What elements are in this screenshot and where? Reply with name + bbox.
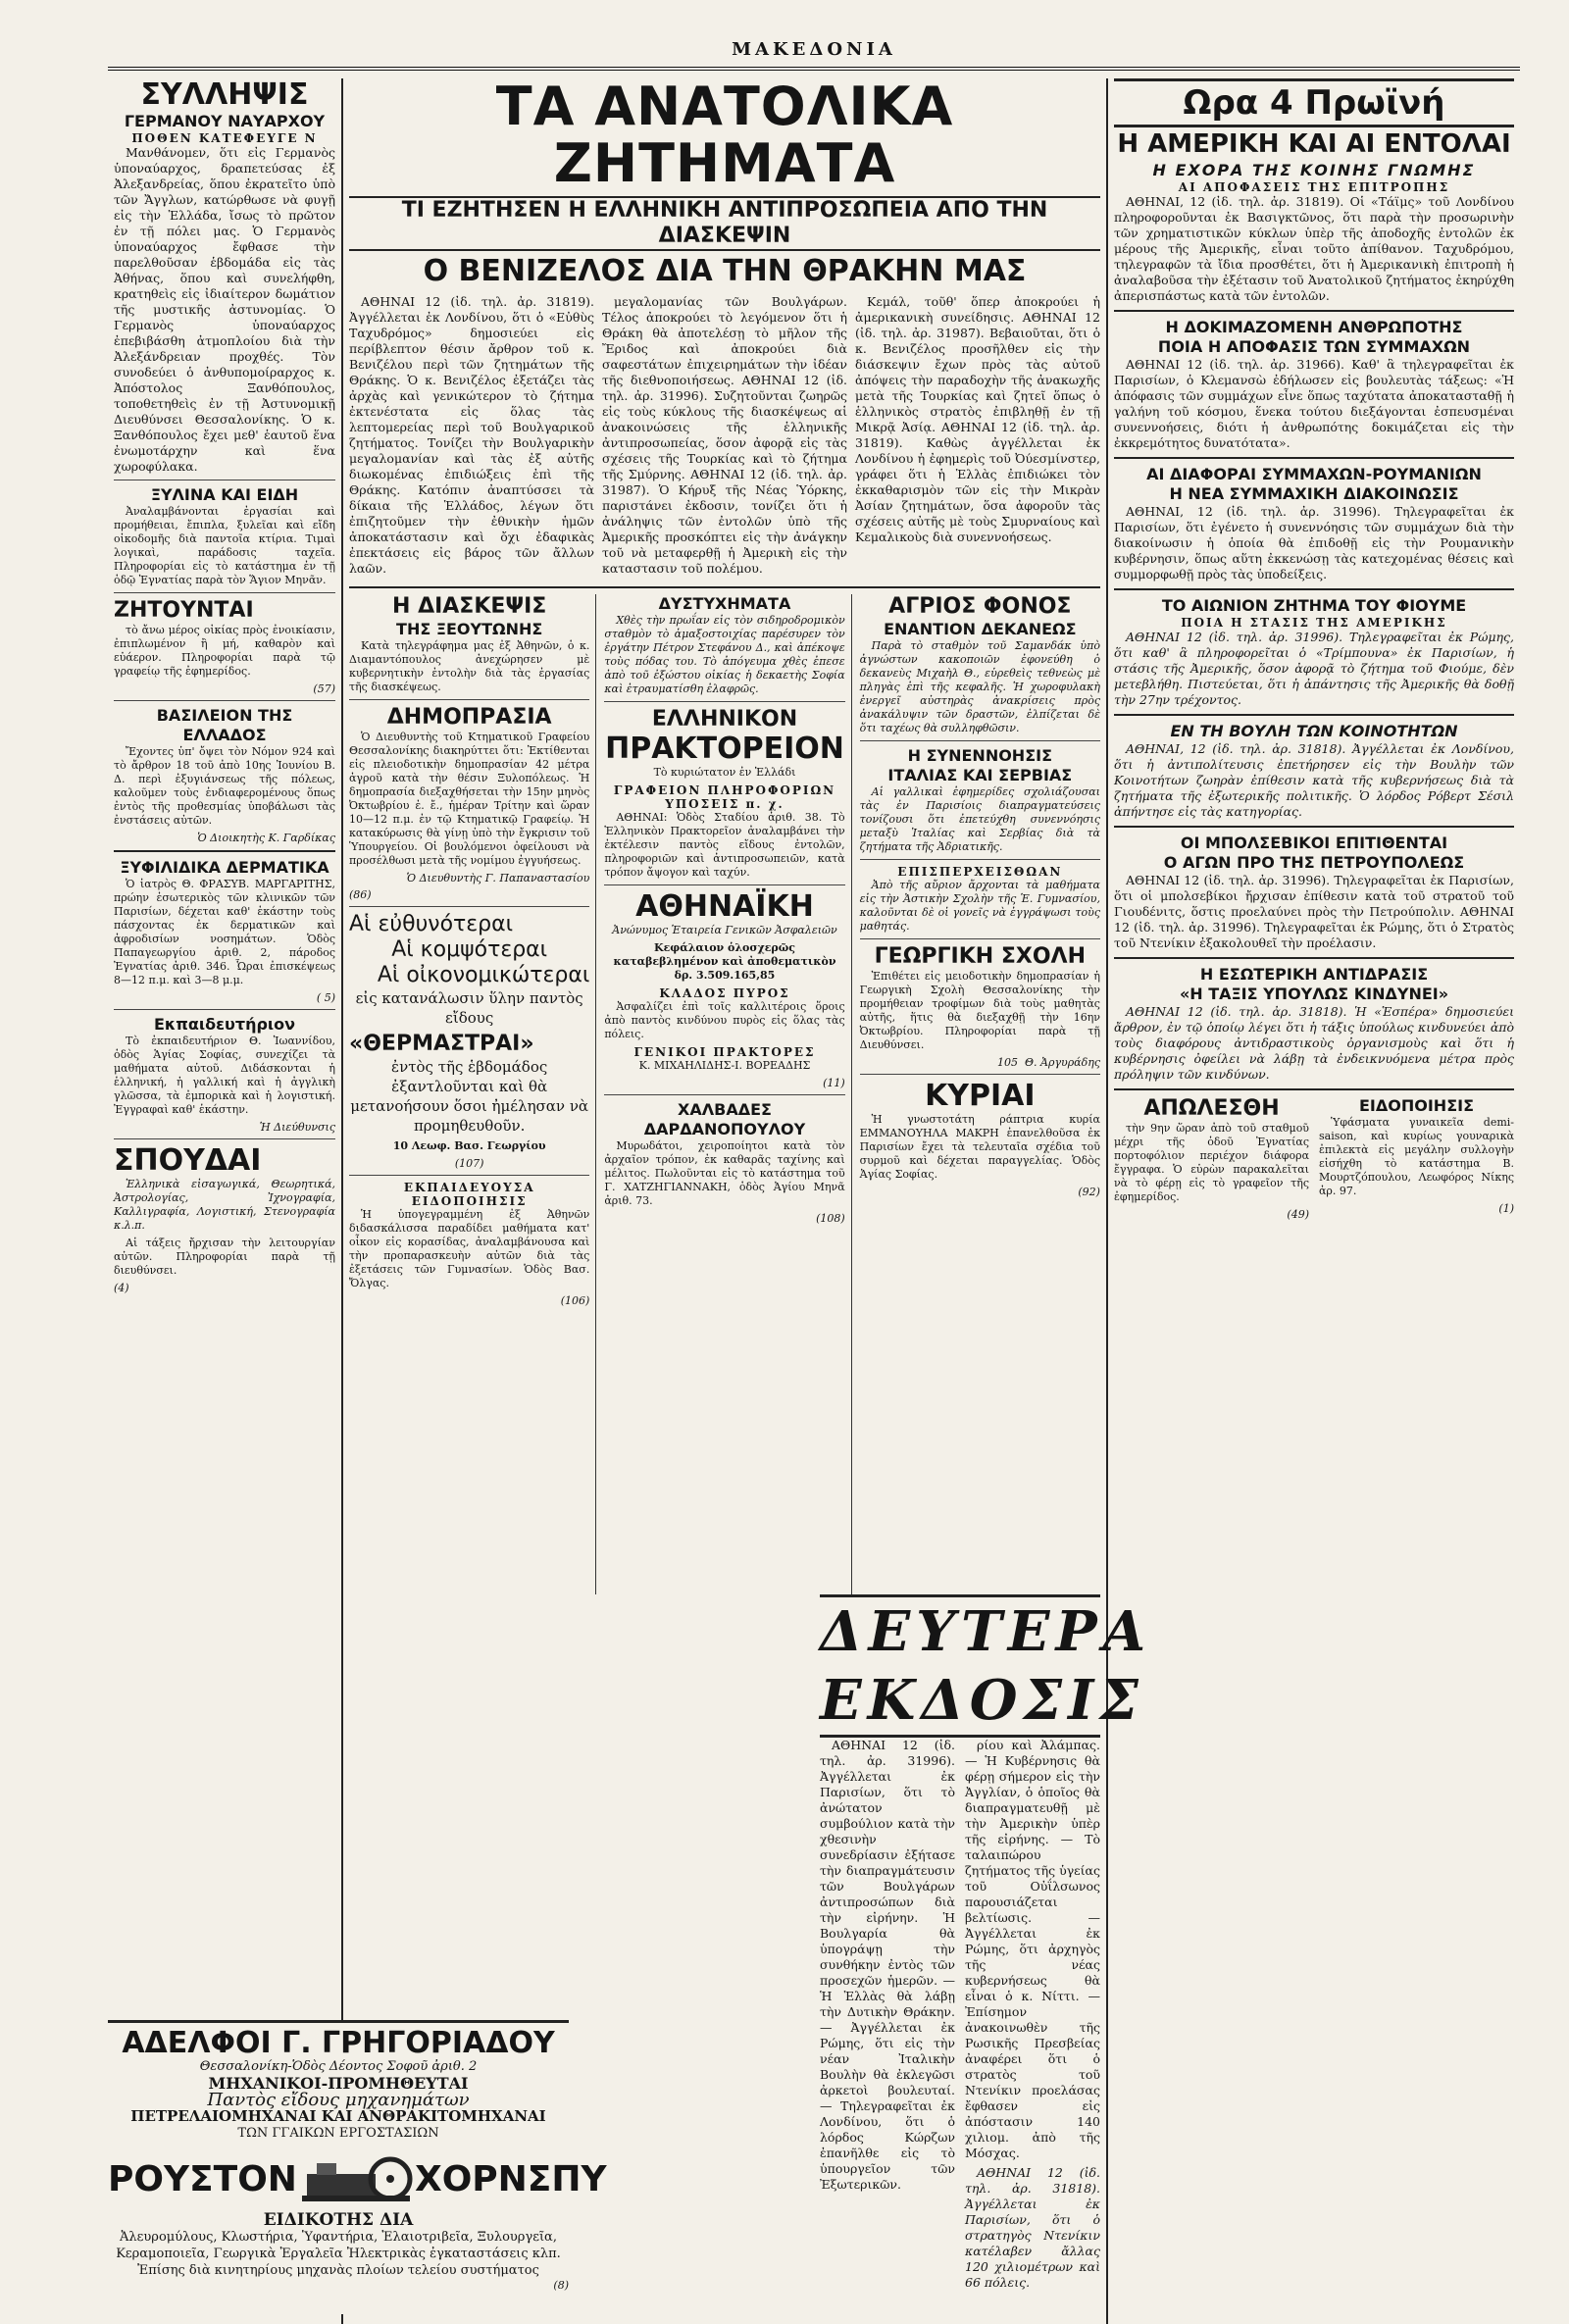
- tutor-ad-number: (106): [560, 1294, 590, 1307]
- machinery-ad: [108, 2020, 607, 2314]
- right-column: [1108, 78, 1520, 2324]
- brand-ruston: ΡΟΥΣΤΟΝ: [108, 2158, 297, 2199]
- wood-ad-title: ΞΥΛΙΝΑ ΚΑΙ ΕΙΔΗ: [150, 485, 299, 504]
- accidents-body: Χθὲς τὴν πρωΐαν εἰς τὸν σιδηροδρομικὸν σταθμὸν τὸ ἁμαξοστοιχίας παρέσυρεν τὸν ἐργάτην Πέτρον Στεφάνου Δ., καὶ ἀπέκοψε τοὺς πόδας του. Τὸ ἀπόγευμα χθὲς ἐπεσε ἀπὸ τοῦ ἐξώστου οἰκίας ἡ δεκαετὴς Σοφία καὶ ἐτραυματίσθη ἐλαφρῶς.: [604, 614, 845, 695]
- america-subtitle: Η ΕΧΟΡΑ ΤΗΣ ΚΟΙΝΗΣ ΓΝΩΜΗΣ: [1152, 161, 1476, 179]
- machinery-ad-uses: Ἀλευρομύλους, Κλωστήρια, Ὑφαντήρια, Ἐλαιοτριβεῖα, Ξυλουργεῖα, Κεραμοποιεῖα, Γεωργικὰ Ἐργαλεῖα Ἠλεκτρικὰς ἐγκαταστάσεις κλπ. Ἐπίσης διὰ κινητηρίους μηχανὰς πλοίων τελείου συστήματος: [116, 2230, 561, 2278]
- bolshevik-subtitle: Ο ΑΓΩΝ ΠΡΟ ΤΗΣ ΠΕΤΡΟΥΠΟΛΕΩΣ: [1163, 853, 1465, 872]
- agri-school-signature: [860, 1056, 1100, 1069]
- ladies-ad-title: ΚΥΡΙΑΙ: [925, 1079, 1036, 1113]
- machinery-ad-brand-row: [108, 2149, 607, 2208]
- lost-ad-title: ΑΠΩΛΕΣΘΗ: [1143, 1096, 1280, 1121]
- middle-lower-grid: [349, 594, 1100, 1594]
- reaction-body: ΑΘΗΝΑΙ 12 (ἰδ. τηλ. ἀρ. 31818). Ἡ «Ἑσπέρα» δημοσιεύει ἄρθρον, ἐν τῷ ὁποίῳ λέγει ὅτι ἡ τάξις ὑπούλως κινδυνεύει ἀπὸ τοὺς διαφόρους ἀντιδραστικοὺς ὀργανισμοὺς καὶ ὅτι ἡ κυβέρνησις ὀφείλει νὰ λάβῃ τὰ ἐνδεικνυόμενα μέτρα πρὸς πρόληψιν τῶν κινδύνων.: [1114, 1004, 1514, 1082]
- machinery-ad-number: (8): [553, 2279, 569, 2292]
- studies-ad-title: ΣΠΟΥΔΑΙ: [114, 1143, 262, 1178]
- second-edition-col-1: ΑΘΗΝΑΙ 12 (ἰδ. τηλ. ἀρ. 31996). Ἀγγέλλεται ἐκ Παρισίων, ὅτι τὸ ἀνώτατον συμβούλιον κατὰ τὴν χθεσινὴν συνεδρίασιν ἐξήτασε τὴν διαπραγμάτευσιν τῶν Βουλγάρων ἀντιπροσώπων διὰ τὴν εἰρήνην. Ἡ Βουλγαρία θὰ ὑπογράψῃ τὴν συνθήκην ἐντὸς τῶν προσεχῶν ἡμερῶν. — Ἡ Ἑλλὰς θὰ λάβῃ τὴν Δυτικὴν Θράκην. — Ἀγγέλλεται ἐκ Ρώμης, ὅτι εἰς τὴν νέαν Ἰταλικὴν Βουλὴν θὰ ἐκλεγῶσι ἀρκετοὶ βουλευταί. — Τηλεγραφεῖται ἐκ Λονδίνου, ὅτι ὁ λόρδος Κώρζων ἐπανῆλθε εἰς τὸ ὑπουργεῖον τῶν Ἐξωτερικῶν.: [820, 1738, 955, 2192]
- machinery-ad-specialty: ΕΙΔΙΚΟΤΗΣ ΔΙΑ: [263, 2210, 414, 2230]
- kingdom-notice-title: ΒΑΣΙΛΕΙΟΝ ΤΗΣ ΕΛΛΑΔΟΣ: [156, 706, 293, 744]
- fiume-title: ΤΟ ΑΙΩΝΙΟΝ ΖΗΤΗΜΑ ΤΟΥ ΦΙΟΥΜΕ: [1161, 596, 1467, 615]
- studies-ad-number: (4): [114, 1282, 129, 1294]
- agency-title: ΕΛΛΗΝΙΚΟΝ: [651, 707, 798, 732]
- stove-ad-product: «ΘΕΡΜΑΣΤΡΑΙ»: [349, 1032, 534, 1056]
- murder-subtitle: ΕΝΑΝΤΙΟΝ ΔΕΚΑΝΕΩΣ: [884, 620, 1077, 638]
- halva-ad-title: ΧΑΛΒΑΔΕΣ ΔΑΡΔΑΝΟΠΟΥΛΟΥ: [643, 1100, 806, 1138]
- school-ad-signature: Ἡ Διεύθυνσις: [259, 1121, 335, 1134]
- lost-ad-number: (49): [1287, 1208, 1309, 1221]
- main-article: [349, 294, 1100, 581]
- machinery-ad-line-4: ΠΕΤΡΕΛΑΙΟΜΗΧΑΝΑΙ ΚΑΙ ΑΝΘΡΑΚΙΤΟΜΗΧΑΝΑΙ: [130, 2107, 546, 2125]
- stove-ad-line-4: εἰς κατανάλωσιν ὕλην παντὸς εἴδους: [355, 989, 583, 1027]
- agency-office-2: ΥΠΟΣΕΙΣ π. χ.: [665, 797, 784, 811]
- conference-subtitle: ΤΗΣ ΞΕΟΥΤΩΝΗΣ: [396, 620, 543, 638]
- romania-body: ΑΘΗΝΑΙ, 12 (ἰδ. τηλ. ἀρ. 31996). Τηλεγραφεῖται ἐκ Παρισίων, ὅτι ἐγένετο ἡ συνεννόησις τῶν συμμάχων διὰ τὴν διακοίνωσιν ἡ ὁποία θὰ ἐπιδοθῇ εἰς τὴν Ρουμανικὴν κυβέρνησιν, ὅπως αὕτη ἐκκενώσῃ τὰς κατεχομένας θέσεις καὶ συμμορφωθῇ πρὸς τὰς ὑποδείξεις.: [1114, 504, 1514, 581]
- bolshevik-body: ΑΘΗΝΑΙ 12 (ἰδ. τηλ. ἀρ. 31996). Τηλεγραφεῖται ἐκ Παρισίων, ὅτι οἱ μπολσεβίκοι ἤρχισαν ἐπίθεσιν κατὰ τοῦ στρατοῦ τοῦ Γιουδένιτς, ὅστις προελαύνει πρὸς τὴν Πετρούπολιν. ΑΘΗΝΑΙ 12 (ἰδ. τηλ. ἀρ. 31996). Τηλεγραφεῖται ἐκ Ρώμης, ὅτι ὁ Στρατὸς τοῦ Ντενίκιν ἐξακολουθεῖ τὴν προέλασιν.: [1114, 873, 1514, 950]
- lost-ad-body: τὴν 9ην ὥραν ἀπὸ τοῦ σταθμοῦ μέχρι τῆς ὁδοῦ Ἐγνατίας πορτοφόλιον περιέχον διάφορα ἔγγραφα. Ὁ εὑρὼν παρακαλεῖται νὰ τὸ φέρῃ εἰς τὸ γραφεῖον τῆς ἐφημερίδος.: [1114, 1122, 1309, 1203]
- insurance-number: (11): [823, 1077, 845, 1089]
- understanding-subtitle: ΙΤΑΛΙΑΣ ΚΑΙ ΣΕΡΒΙΑΣ: [887, 766, 1073, 784]
- america-subtitle-2: ΑΙ ΑΠΟΦΑΣΕΙΣ ΤΗΣ ΕΠΙΤΡΟΠΗΣ: [1178, 180, 1450, 194]
- humanity-body: ΑΘΗΝΑΙ 12 (ἰδ. τηλ. ἀρ. 31966). Καθ' ἃ τηλεγραφεῖται ἐκ Παρισίων, ὁ Κλεμανσὼ ἐδήλωσεν εἰς βουλευτὰς τάξεως: «Ἡ ἀπόφασις τῶν συμμάχων εἶνε ὅπως ταχύτατα ἀποκατασταθῇ ἡ γαλήνη τοῦ κόσμου, ἕνεκα τούτου διεξάγονται ἐσπευσμέναι συνεννοήσεις, διότι ἡ ἀνθρωπότης δοκιμάζεται εἰς τὴν ἐκκρεμότητος δυνατότατα».: [1114, 357, 1514, 450]
- kingdom-notice-body: Ἔχοντες ὑπ' ὄψει τὸν Νόμον 924 καὶ τὸ ἄρθρον 18 τοῦ ἀπὸ 10ης Ἰουνίου Β. Δ. περὶ ἐξυγιάνσεως τῆς πόλεως, καλοῦμεν τοὺς ἐνδιαφερομένους ὅπως ἐντὸς τῆς προθεσμίας ὑποβάλωσι τὰς ἐνστάσεις αὐτῶν.: [114, 745, 335, 827]
- morning-hour-banner: Ωρα 4 Πρωϊνή: [1114, 78, 1514, 127]
- middle-column: [343, 76, 1152, 2324]
- fiume-subtitle: ΠΟΙΑ Η ΣΤΑΣΙΣ ΤΗΣ ΑΜΕΡΙΚΗΣ: [1181, 616, 1447, 630]
- commons-body: ΑΘΗΝΑΙ, 12 (ἰδ. τηλ. ἀρ. 31818). Ἀγγέλλεται ἐκ Λονδίνου, ὅτι ἡ ἀντιπολίτευσις ἐπετήρησεν εἰς τὴν Βουλὴν τῶν Κοινοτήτων ζωηρὰν ἐπίθεσιν κατὰ τῆς κυβερνήσεως διὰ τὰ ζητήματα τῆς ἐξωτερικῆς πολιτικῆς. Ὁ λόρδος Ρόβερτ Σέσιλ ἀπήντησε εἰς τὰς κατηγορίας.: [1114, 741, 1514, 819]
- insurance-subtitle: Ἀνώνυμος Ἑταιρεία Γενικῶν Ἀσφαλειῶν: [612, 924, 837, 936]
- humanity-subtitle: ΠΟΙΑ Η ΑΠΟΦΑΣΙΣ ΤΩΝ ΣΥΜΜΑΧΩΝ: [1157, 337, 1471, 356]
- second-edition-col-2: ρίου καὶ Ἀλάμπας. — Ἡ Κυβέρνησις θὰ φέρῃ σήμερον εἰς τὴν Ἀγγλίαν, ὁ ὁποῖος θὰ διαπραγματευθῇ μὲ τὴν Ἀμερικὴν ὑπὲρ τῆς εἰρήνης. — Τὸ ταλαιπώρου ζητήματος τῆς ὑγείας τοῦ Οὐΐλσωνος παρουσιάζεται βελτίωσις. — Ἀγγέλλεται ἐκ Ρώμης, ὅτι ἀρχηγὸς τῆς νέας κυβερνήσεως θὰ εἶναι ὁ κ. Νίττι. — Ἐπίσημον ἀνακοινωθὲν τῆς Ρωσικῆς Πρεσβείας ἀναφέρει ὅτι ὁ στρατὸς τοῦ Ντενίκιν προελάσας ἔφθασεν εἰς ἀπόστασιν 140 χιλιομ. ἀπὸ τῆς Μόσχας.: [965, 1738, 1100, 2160]
- fabric-ad-body: Ὑφάσματα γυναικεῖα demi-saison, καὶ κυρίως γουναρικὰ ἐπιλεκτὰ εἰς μεγάλην συλλογὴν εἰσήχθη τὸ κατάστημα Β. Μουρτζόπουλου, Λεωφόρος Νίκης ἀρ. 97.: [1319, 1116, 1514, 1197]
- conference-body: Κατὰ τηλεγράφημα μας ἐξ Ἀθηνῶν, ὁ κ. Διαμαντόπουλος ἀνεχώρησεν μὲ κυβερνητικὴν ἐντολὴν διὰ τὰς ἐργασίας τῆς διασκέψεως.: [349, 639, 590, 693]
- wanted-ad-title: ΖΗΤΟΥΝΤΑΙ: [114, 598, 254, 623]
- machinery-ad-line-5: ΤΩΝ ΓΓΑΙΚΩΝ ΕΡΓΟΣΤΑΣΙΩΝ: [237, 2126, 439, 2141]
- wood-ad-body: Ἀναλαμβάνονται ἐργασίαι καὶ προμήθειαι, ἔπιπλα, ξυλεῖαι καὶ εἴδη οἰκοδομῆς διὰ παντοῖα κτίρια. Τιμαὶ λογικαὶ, παράδοσις ταχεῖα. Πληροφορίαι εἰς τὸ κατάστημα ἐν τῇ ὁδῷ Ἐγνατίας παρὰ τὸν Ἅγιον Μηνᾶν.: [114, 505, 335, 586]
- engine-illustration-icon: [297, 2149, 415, 2208]
- kingdom-notice-signature: Ὁ Διοικητὴς Κ. Γαρδίκας: [197, 832, 335, 844]
- murder-title: ΑΓΡΙΟΣ ΦΟΝΟΣ: [888, 594, 1072, 619]
- left-column: [108, 78, 343, 2324]
- agri-school-title: ΓΕΩΡΓΙΚΗ ΣΧΟΛΗ: [874, 944, 1086, 969]
- agri-school-signer: Θ. Ἀργυράδης: [1025, 1056, 1100, 1069]
- fabric-ad-number: (1): [1498, 1202, 1514, 1215]
- halva-ad-number: (108): [816, 1212, 845, 1225]
- small-ads-row: [1114, 1096, 1514, 1225]
- wanted-ad-body: τὸ ἄνω μέρος οἰκίας πρὸς ἐνοικίασιν, ἐπιπλωμένον ἢ μή, καθαρὸν καὶ εὐάερον. Πληροφορίαι παρὰ τῷ γραφείῳ τῆς ἐφημερίδος.: [114, 624, 335, 678]
- insurance-agents-names: Κ. ΜΙΧΑΗΛΙΔΗΣ-Ι. ΒΟΡΕΑΔΗΣ: [638, 1059, 811, 1072]
- understanding-title: Η ΣΥΝΕΝΝΟΗΣΙΣ: [907, 746, 1053, 765]
- agency-office: ΓΡΑΦΕΙΟΝ ΠΛΗΡΟΦΟΡΙΩΝ: [613, 783, 836, 797]
- murder-body: Παρὰ τὸ σταθμὸν τοῦ Σαμανδάκ ὑπὸ ἀγνώστων κακοποιῶν ἐφονεύθη ὁ δεκανεὺς Μιχαὴλ Θ., εὑρεθεὶς τεθνεὼς μὲ πληγὰς ἐπὶ τῆς κεφαλῆς. Ἡ χωροφυλακὴ ἐνεργεῖ αὐστηρὰς ἀνακρίσεις πρὸς ἀνακάλυψιν τῶν δραστῶν, ἐλπίζεται δὲ ὅτι ταχέως θὰ συλληφθῶσιν.: [859, 639, 1100, 734]
- machinery-ad-line-3: Παντὸς εἴδους μηχανημάτων: [207, 2090, 470, 2110]
- fiume-body: ΑΘΗΝΑΙ 12 (ἰδ. τηλ. ἀρ. 31996). Τηλεγραφεῖται ἐκ Ρώμης, ὅτι καθ' ἃ πληροφορεῖται ὁ «Τρίμπουνα» ἐκ Παρισίων, ἡ στάσις τῆς Ἀμερικῆς, ὅσον ἀφορᾷ τὸ ζήτημα τοῦ Φιούμε, δὲν μετεβλήθη. Πιστεύεται, ὅτι ἡ ἀπάντησις τῆς Ἀμερικῆς θὰ δοθῇ τὴν 27ην τρέχοντος.: [1114, 630, 1514, 707]
- machinery-ad-line-2: ΜΗΧΑΝΙΚΟΙ-ΠΡΟΜΗΘΕΥΤΑΙ: [208, 2074, 469, 2093]
- machinery-ad-title: ΑΔΕΛΦΟΙ Γ. ΓΡΗΓΟΡΙΑΔΟΥ: [122, 2026, 555, 2060]
- agri-school-body: Ἐπιθέτει εἰς μειοδοτικὴν δημοπρασίαν ἡ Γεωργικὴ Σχολὴ Θεσσαλονίκης τὴν προμήθειαν τροφίμων διὰ τοὺς μαθητὰς αὐτῆς, ἥτις θὰ διεξαχθῇ τὴν 16ην Ὀκτωβρίου. Πληροφορίαι παρὰ τῇ Διευθύνσει.: [859, 970, 1100, 1051]
- stove-ad-line-6: ἐντὸς τῆς ἑβδομάδος ἐξαντλοῦνται καὶ θὰ μετανοήσουν ὅσοι ἠμέλησαν νὰ προμηθευθοῦν.: [350, 1058, 589, 1135]
- insurance-capital: Κεφάλαιον ὁλοσχερῶς καταβεβλημένον καὶ ἀποθεματικὸν δρ. 3.509.165,85: [613, 941, 836, 982]
- main-article-col-1: ΑΘΗΝΑΙ 12 (ἰδ. τηλ. ἀρ. 31819). Ἀγγέλλεται ἐκ Λονδίνου, ὅτι ὁ «Εὐθὺς Ταχυδρόμος» δημοσιεύει εἰς περίβλεπτον θέσιν ἄρθρον τοῦ κ. Βενιζέλου περὶ τῶν ζητημάτων τῆς Θράκης. Ὁ κ. Βενιζέλος ἐξετάζει τὰς ἀρχὰς καὶ γενικώτερον τὸ ζήτημα ἐκτενέστατα εἰς ὅλας τὰς λεπτομερείας περὶ τοῦ Βουλγαρικοῦ ζητήματος. Τονίζει τὴν Βουλγαρικὴν μεγαλομανίαν καὶ τὰς ἐξ αὐτῆς διωκομένας ἐπιδιώξεις ἐπὶ τῆς Θράκης. Κατόπιν ἀναπτύσσει τὰ δίκαια τῆς Ἑλλάδος, λέγων ὅτι ἐπιζητοῦμεν τὴν ἐθνικὴν ἡμῶν ἀποκατάστασιν καὶ ὄχι ἐδαφικὰς ἐπεκτάσεις εἰς βάρος τῶν ἄλλων λαῶν.: [349, 294, 594, 576]
- reaction-subtitle: «Η ΤΑΞΙΣ ΥΠΟΥΛΩΣ ΚΙΝΔΥΝΕΙ»: [1179, 985, 1449, 1003]
- masthead: ΜΑΚΕΔΟΝΙΑ: [108, 39, 1520, 71]
- halva-ad-body: Μυρωδάτοι, χειροποίητοι κατὰ τὸν ἀρχαῖον τρόπον, ἐκ καθαρᾶς ταχίνης καὶ μέλιτος. Πωλοῦνται εἰς τὸ κατάστημα τοῦ Γ. ΧΑΤΖΗΓΙΑΝΝΑΚΗ, ὁδὸς Ἀγίου Μηνᾶ ἀριθ. 73.: [604, 1139, 845, 1207]
- second-edition-body: [820, 1738, 1100, 2295]
- main-article-col-2: μεγαλομανίας τῶν Βουλγάρων. Τέλος ἀποκρούει τὸ λεγόμενον ὅτι ἡ Θράκη θὰ ἀποτελέσῃ τὸ μῆλον τῆς Ἔριδος καὶ ἀποκρούει διὰ σαφεστάτων ἐπιχειρημάτων τὴν ἰδέαν τῆς διεθνοποιήσεως. ΑΘΗΝΑΙ 12 (ἰδ. τηλ. ἀρ. 31996). Συζητοῦνται ζωηρῶς εἰς τοὺς κύκλους τῆς διασκέψεως αἱ ἀνακοινώσεις τῆς ἑλληνικῆς ἀντιπροσωπείας, ὅσον ἀφορᾷ εἰς τὰς σχέσεις τῆς Τουρκίας καὶ τὸ ζήτημα τῆς Σμύρνης. ΑΘΗΝΑΙ 12 (ἰδ. τηλ. ἀρ. 31987). Ὁ Κήρυξ τῆς Νέας Ὑόρκης, παριστάνει ἐκδοσιν, τονίζει ὅτι ἡ ἀνάληψις τῶν ἐντολῶν ὑπὸ τῆς Ἀμερικῆς προσκόπτει εἰς τὴν ἀνάγκην τοῦ νὰ μεταφερθῇ ἡ Ἀμερικὴ εἰς τὴν καταστασιν τοῦ πολέμου.: [602, 294, 847, 576]
- main-article-col-3: Κεμάλ, τοῦθ' ὅπερ ἀποκρούει ἡ ἀμερικανικὴ συνείδησις. ΑΘΗΝΑΙ 12 (ἰδ. τηλ. ἀρ. 31987). Βεβαιοῦται, ὅτι ὁ κ. Βενιζέλος προσῆλθεν εἰς τὴν διάσκεψιν ἔχων πρὸς τὰς αὐτοῦ ἀπόψεις τὴν παραδοχὴν τῆς ἀνακωχῆς μετὰ τῆς Τουρκίας καὶ ζητεῖ ὅπως ὁ ἑλληνικὸς στρατὸς ἐπιβληθῇ ἐν τῇ Μικρᾷ Ἀσίᾳ. ΑΘΗΝΑΙ 12 (ἰδ. τηλ. ἀρ. 31819). Καθὼς ἀγγέλλεται ἐκ Λονδίνου ἡ ἐφημερὶς τοῦ Ὀύεσμίνστερ, γράφει ὅτι ἡ Ἑλλὰς ἐπιδιώκει τὸν ἐκκαθαρισμὸν τῶν εἰς τὴν Μικρὰν Ἀσίαν ζητημάτων, ὅσα ἀφοροῦν τὰς σχέσεις αὐτῆς μὲ τοὺς Σμυρναίους καὶ Κεμαλικοὺς διὰ συνεννοήσεως.: [855, 294, 1100, 544]
- agency-tagline: Τὸ κυριώτατον ἐν Ἑλλάδι: [653, 766, 796, 779]
- romania-title: ΑΙ ΔΙΑΦΟΡΑΙ ΣΥΜΜΑΧΩΝ-ΡΟΥΜΑΝΙΩΝ: [1146, 465, 1482, 483]
- stove-ad-number: (107): [454, 1157, 484, 1170]
- studies-ad-list: Ἑλληνικὰ εἰσαγωγικά, Θεωρητικά, Ἀστρολογίας, Ἰχνογραφία, Καλλιγραφία, Λογιστική, Στενογραφία κ.λ.π.: [114, 1178, 335, 1232]
- auction-number: (86): [349, 888, 372, 901]
- stove-ad-line-1: Αἱ εὐθυνότεραι: [349, 912, 514, 936]
- doctor-ad-number: ( 5): [316, 991, 335, 1004]
- agency-body: ΑΘΗΝΑΙ: Ὁδὸς Σταδίου ἀριθ. 38. Τὸ Ἑλληνικὸν Πρακτορεῖον ἀναλαμβάνει τὴν ἐκτέλεσιν παντὸς εἴδους ἐντολῶν, πληροφοριῶν καὶ ἀντιπροσωπειῶν, κατὰ τρόπον ἄψογον καὶ ταχύν.: [604, 811, 845, 879]
- machinery-ad-address: Θεσσαλονίκη-Ὁδὸς Δέοντος Σοφοῦ ἀριθ. 2: [199, 2059, 478, 2074]
- arrest-headline: ΣΥΛΛΗΨΙΣ: [140, 77, 309, 112]
- auction-title: ΔΗΜΟΠΡΑΣΙΑ: [386, 705, 552, 730]
- second-edition-col-2b: ΑΘΗΝΑΙ 12 (ἰδ. τηλ. ἀρ. 31818). Ἀγγέλλεται ἐκ Παρισίων, ὅτι ὁ στρατηγὸς Ντενίκιν κατέλαβεν ἄλλας 120 χιλιομέτρων καὶ 66 πόλεις.: [965, 2165, 1100, 2290]
- stove-ad-line-2: Αἱ κομψότεραι: [391, 937, 548, 962]
- second-edition: [820, 1594, 1152, 2295]
- ladies-ad-body: Ἡ γνωστοτάτη ράπτρια κυρία ΕΜΜΑΝΟΥΗΛΑ ΜΑΚΡΗ ἐπανελθοῦσα ἐκ Παρισίων ἔχει τὰ τελευταῖα σχέδια τοῦ συρμοῦ καὶ δέχεται παραγγελίας. Ὁδὸς Ἀγίας Σοφίας.: [859, 1113, 1100, 1181]
- insurance-title: ΑΘΗΝΑΪΚΗ: [635, 889, 814, 924]
- tutor-ad-body: Ἡ ὑπογεγραμμένη ἐξ Ἀθηνῶν διδασκάλισσα παραδίδει μαθήματα κατ' οἶκον εἰς κορασίδας, ἀναλαμβάνουσα καὶ τὴν προπαρασκευὴν αὐτῶν διὰ τὰς ἐξετάσεις τῶν Γυμνασίων. Ὁδὸς Βασ. Ὄλγας.: [349, 1208, 590, 1289]
- romania-subtitle: Η ΝΕΑ ΣΥΜΜΑΧΙΚΗ ΔΙΑΚΟΙΝΩΣΙΣ: [1169, 484, 1459, 503]
- arrest-subheadline: ΓΕΡΜΑΝΟΥ ΝΑΥΑΡΧΟΥ: [124, 112, 326, 130]
- agri-school-number: 105: [997, 1056, 1019, 1069]
- wanted-ad-number: (57): [313, 682, 335, 695]
- arrest-subheadline-2: ΠΟΘΕΝ ΚΑΤΕΦΕΥΓΕ Ν: [131, 131, 318, 145]
- accidents-title: ΔΥΣΤΥΧΗΜΑΤΑ: [658, 594, 791, 613]
- studies-ad-body: Αἱ τάξεις ἤρχισαν τὴν λειτουργίαν αὐτῶν. Πληροφορίαι παρὰ τῇ διευθύνσει.: [114, 1237, 335, 1277]
- auction-body: Ὁ Διευθυντὴς τοῦ Κτηματικοῦ Γραφείου Θεσσαλονίκης διακηρύττει ὅτι: Ἐκτίθενται εἰς πλειοδοτικὴν δημοπρασίαν 42 μέτρα ἀγροῦ κατὰ τὴν θέσιν Ξυλοπόλεως. Ἡ δημοπρασία διεξαχθήσεται τὴν 15ην μηνὸς Ὀκτωβρίου ἐ. ἔ., ἡμέραν Τρίτην καὶ ὥραν 10—12 π.μ. ἐν τῷ Κτηματικῷ Γραφείῳ. Ἡ κατακύρωσις θὰ γίνῃ ὑπὸ τὴν ἔγκρισιν τοῦ Ὑπουργείου. Οἱ βουλόμενοι ὀφείλουσι νὰ προσέλθωσι μετὰ τῆς νομίμου ἐγγυήσεως.: [349, 731, 590, 867]
- main-title: ΤΑ ΑΝΑΤΟΛΙΚΑ ΖΗΤΗΜΑΤΑ: [495, 76, 954, 194]
- doctor-ad-title: ΞΥΦΙΛΙΔΙΚΑ ΔΕΡΜΑΤΙΚΑ: [120, 858, 329, 877]
- auction-signature: Ὁ Διευθυντὴς Γ. Παπαναστασίου: [406, 872, 590, 884]
- commons-title: ΕΝ ΤΗ ΒΟΥΛΗ ΤΩΝ ΚΟΙΝΟΤΗΤΩΝ: [1170, 722, 1458, 740]
- notice-title: ΕΠΙΣΠΕΡΧΕΙΣΘΩΑΝ: [897, 865, 1063, 879]
- humanity-title: Η ΔΟΚΙΜΑΖΟΜΕΝΗ ΑΝΘΡΩΠΟΤΗΣ: [1165, 318, 1463, 336]
- america-title: Η ΑΜΕΡΙΚΗ ΚΑΙ ΑΙ ΕΝΤΟΛΑΙ: [1117, 129, 1511, 159]
- ladies-ad-number: (92): [1078, 1186, 1100, 1198]
- agency-subtitle: ΠΡΑΚΤΟΡΕΙΟΝ: [605, 732, 844, 766]
- insurance-body: Ἀσφαλίζει ἐπὶ τοῖς καλλιτέροις ὅροις ἀπὸ παντὸς κινδύνου πυρὸς εἰς ὅλας τὰς πόλεις.: [604, 1000, 845, 1040]
- main-headline: Ο ΒΕΝΙΖΕΛΟΣ ΔΙΑ ΤΗΝ ΘΡΑΚΗΝ ΜΑΣ: [423, 254, 1027, 288]
- fabric-ad-title: ΕΙΔΟΠΟΙΗΣΙΣ: [1358, 1096, 1474, 1115]
- arrest-article: Μανθάνομεν, ὅτι εἰς Γερμανὸς ὑποναύαρχος, δραπετεύσας ἐξ Ἀλεξανδρείας, ὅπου ἐκρατεῖτο ὑπὸ τῶν Ἄγγλων, κατώρθωσε νὰ φυγῇ εἰς τὴν Ἑλλάδα, ἴσως τὸ πρῶτον ἐν τῇ πόλει μας. Ὁ Γερμανὸς ὑποναύαρχος ἔφθασε τὴν παρελθοῦσαν ἑβδομάδα εἰς τὰς Ἀθήνας, ὅπου καὶ συνελήφθη, κρατηθεὶς εἰς ἰδιαίτερον δωμάτιον τῆς μυστικῆς ἀστυνομίας. Ὁ Γερμανὸς ὑποναύαρχος ἐπεβιβάσθη ἀτμοπλοίου διὰ τὴν Ἀλεξάνδρειαν προχθές. Τὸν συνοδεύει ὁ ἀνθυπομοίραρχος κ. Ἀπόστολος Ξανθόπουλος, τοποθετηθεὶς ἐν τῇ Ἀστυνομικῇ Διευθύνσει Θεσσαλονίκης. Ὁ κ. Ξανθόπουλος ἔχει μεθ' ἑαυτοῦ ἕνα ἐνωμοτάρχην καὶ ἕνα χωροφύλακα.: [114, 145, 335, 474]
- bolshevik-title: ΟΙ ΜΠΟΛΣΕΒΙΚΟΙ ΕΠΙΤΙΘΕΝΤΑΙ: [1180, 834, 1448, 852]
- insurance-agents: ΓΕΝΙΚΟΙ ΠΡΑΚΤΟΡΕΣ: [633, 1045, 816, 1059]
- stove-ad-address: 10 Λεωφ. Βασ. Γεωργίου: [392, 1139, 546, 1152]
- second-edition-banner: ΔΕΥΤΕΡΑ ΕΚΔΟΣΙΣ: [820, 1594, 1100, 1738]
- columns: [108, 78, 1520, 2324]
- school-ad-body: Τὸ ἐκπαιδευτήριον Θ. Ἰωαννίδου, ὁδὸς Ἁγίας Σοφίας, συνεχίζει τὰ μαθήματα αὐτοῦ. Διδάσκονται ἡ ἑλληνική, ἡ γαλλική καὶ ἡ ἀγγλικὴ γλῶσσα, τὰ ἐμπορικὰ καὶ ἡ λογιστική. Ἐγγραφαὶ καθ' ἑκάστην.: [114, 1035, 335, 1116]
- tutor-ad-title: ΕΚΠΑΙΔΕΥΟΥΣΑ ΕΙΔΟΠΟΙΗΣΙΣ: [403, 1181, 535, 1208]
- insurance-fire-branch: ΚΛΑΔΟΣ ΠΥΡΟΣ: [659, 986, 790, 1000]
- notice-body: Ἀπὸ τῆς αὔριον ἄρχονται τὰ μαθήματα εἰς τὴν Ἀστικὴν Σχολὴν τῆς Ἑ. Γυμνασίου, καλοῦνται δὲ οἱ γονεῖς νὰ ἐγγράψωσι τοὺς μαθητάς.: [859, 879, 1100, 933]
- conference-title: Η ΔΙΑΣΚΕΨΙΣ: [392, 594, 547, 619]
- brand-hornsby: ΧΟΡΝΣΠΥ: [414, 2158, 607, 2199]
- reaction-title: Η ΕΣΩΤΕΡΙΚΗ ΑΝΤΙΔΡΑΣΙΣ: [1199, 965, 1429, 984]
- understanding-body: Αἱ γαλλικαὶ ἐφημερίδες σχολιάζουσαι τὰς ἐν Παρισίοις διαπραγματεύσεις τονίζουσι ὅτι ἐπετεύχθη συνεννόησις μεταξὺ Ἰταλίας καὶ Σερβίας διὰ τὰ ζητήματα τῆς Ἀδριατικῆς.: [859, 785, 1100, 853]
- america-body: ΑΘΗΝΑΙ, 12 (ἰδ. τηλ. ἀρ. 31819). Οἱ «Τάϊμς» τοῦ Λονδίνου πληροφοροῦνται ἐκ Βασιγκτῶνος, ὅτι παρὰ τὴν προσωρινὴν τῶν χρηματιστικῶν κύκλων ὑπὲρ τῆς ἀποδοχῆς ἐντολῶν ἐκ μέρους τῆς Ἀμερικῆς, εἶναι τοῦτο ἀπίθανον. Ταχυδρόμου, τηλεγραφῶν τὰ ἴδια προσθέτει, ὅτι ἡ Ἀμερικανικὴ ἐπιτροπὴ ἡ ἀναλαβοῦσα τὴν ἐξέτασιν τοῦ Ἀνατολικοῦ ζητήματος ἐκηρύχθη ἀπερισπάστως κατὰ τῶν ἐντολῶν.: [1114, 194, 1514, 303]
- doctor-ad-body: Ὁ ἰατρὸς Θ. ΦΡΑΣΥΒ. ΜΑΡΓΑΡΙΤΗΣ, πρώην ἐσωτερικὸς τῶν κλινικῶν τῶν Παρισίων, δέχεται καθ' ἑκάστην τοὺς πάσχοντας ἐκ δερματικῶν καὶ ἀφροδισίων νοσημάτων. Ὁδὸς Παπαγεωργίου ἀριθ. 2, πάροδος Ἐγνατίας ἀριθ. 346. Ὧραι ἐπισκέψεως 8—12 π.μ. καὶ 3—8 μ.μ.: [114, 878, 335, 986]
- main-subtitle: ΤΙ ΕΖΗΤΗΣΕΝ Η ΕΛΛΗΝΙΚΗ ΑΝΤΙΠΡΟΣΩΠΕΙΑ ΑΠΟ ΤΗΝ ΔΙΑΣΚΕΨΙΝ: [349, 196, 1100, 251]
- stove-ad-line-3: Αἱ οἰκονομικώτεραι: [377, 963, 590, 987]
- school-ad-title: Εκπαιδευτήριον: [153, 1015, 296, 1034]
